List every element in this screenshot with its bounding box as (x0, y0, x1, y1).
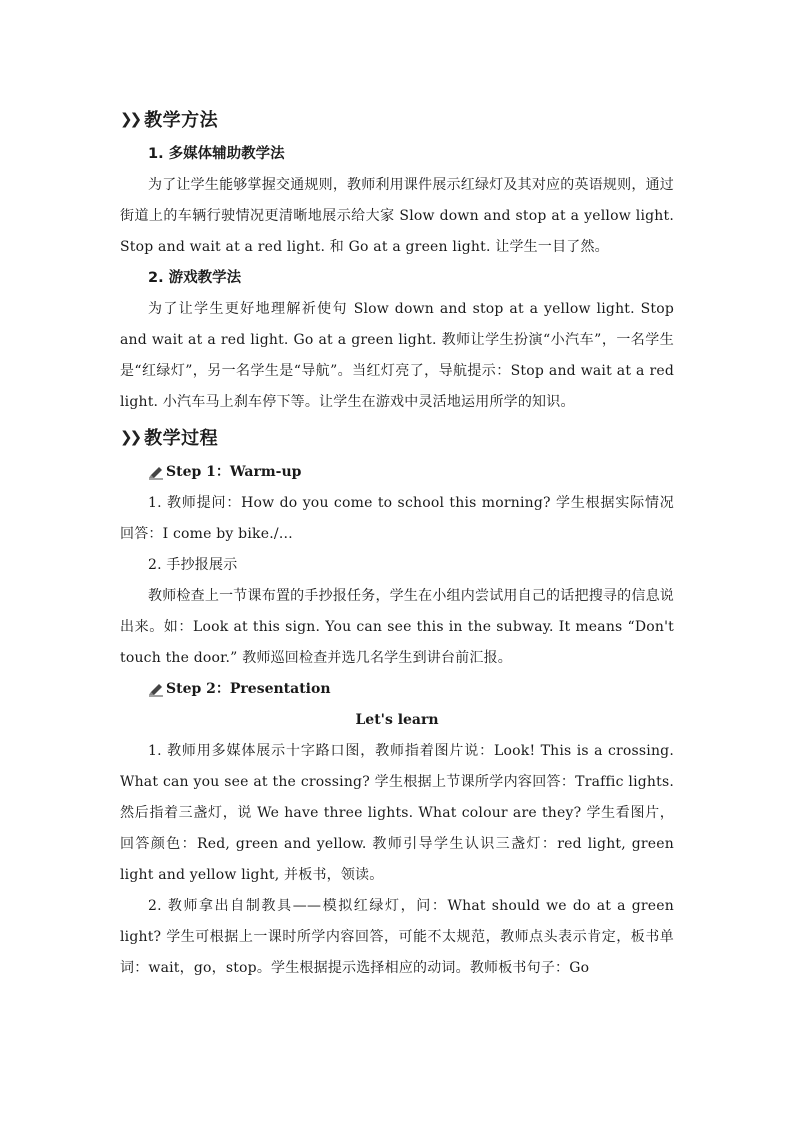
step-1-heading (120, 457, 674, 488)
step-2-title: Step 2：Presentation (166, 681, 331, 697)
method-2-heading: 2. 游戏教学法 (148, 270, 242, 286)
section-heading-process (120, 422, 674, 452)
section-title: 教学过程 (144, 428, 219, 449)
double-chevron-icon: ❯❯ (120, 428, 140, 446)
method-2-text: 为了让学生更好地理解祈使句 Slow down and stop at a yellow light. Stop and wait at a red light. Go at a green light. 教师让学生扮演“小汽车”，一名学生是“红绿灯”，另一名学生是“导航”。当红灯亮了，导航提示：Stop and wait at a red light. 小汽车马上刹车停下等。让学生在游戏中灵活地运用所学的知识。 (120, 301, 674, 410)
step-1-paragraph-2: 2. 手抄报展示 (148, 557, 238, 573)
step-1-paragraph-3: 教师检查上一节课布置的手抄报任务，学生在小组内尝试用自己的话把搜寻的信息说出来。如：Look at this sign. You can see this in the subway. It means “Don't touch the door.” 教师巡回检查并选几名学生到讲台前汇报。 (120, 588, 674, 666)
step-2-paragraph-1: 1. 教师用多媒体展示十字路口图，教师指着图片说：Look! This is a crossing. What can you see at the crossing? 学生根据上节课所学内容回答：Traffic lights. 然后指着三盏灯，说 We have three lights. What colour are they? 学生看图片，回答颜色：Red, green and yellow. 教师引导学生认识三盏灯：red light, green light and yellow light, 并板书，领读。 (120, 743, 674, 883)
section-heading-methods (120, 104, 674, 134)
lets-learn-title: Let's learn (355, 712, 439, 728)
method-1-heading: 1. 多媒体辅助教学法 (148, 146, 285, 162)
pencil-icon (148, 683, 164, 697)
double-chevron-icon: ❯❯ (120, 110, 140, 128)
section-title: 教学方法 (144, 110, 219, 131)
document-content (120, 104, 674, 984)
step-1-paragraph-1: 1. 教师提问：How do you come to school this morning? 学生根据实际情况回答：I come by bike./… (120, 495, 674, 542)
step-2-heading (120, 674, 674, 705)
method-1-text: 为了让学生能够掌握交通规则，教师利用课件展示红绿灯及其对应的英语规则，通过街道上的车辆行驶情况更清晰地展示给大家 Slow down and stop at a yellow light. Stop and wait at a red light. 和 Go at a green light. 让学生一目了然。 (120, 177, 674, 255)
step-1-title: Step 1：Warm-up (166, 464, 302, 480)
pencil-icon (148, 466, 164, 480)
step-2-paragraph-2: 2. 教师拿出自制教具——模拟红绿灯，问：What should we do at a green light? 学生可根据上一课时所学内容回答，可能不太规范，教师点头表示肯定，板书单词：wait，go，stop。学生根据提示选择相应的动词。教师板书句子：Go (120, 898, 674, 976)
